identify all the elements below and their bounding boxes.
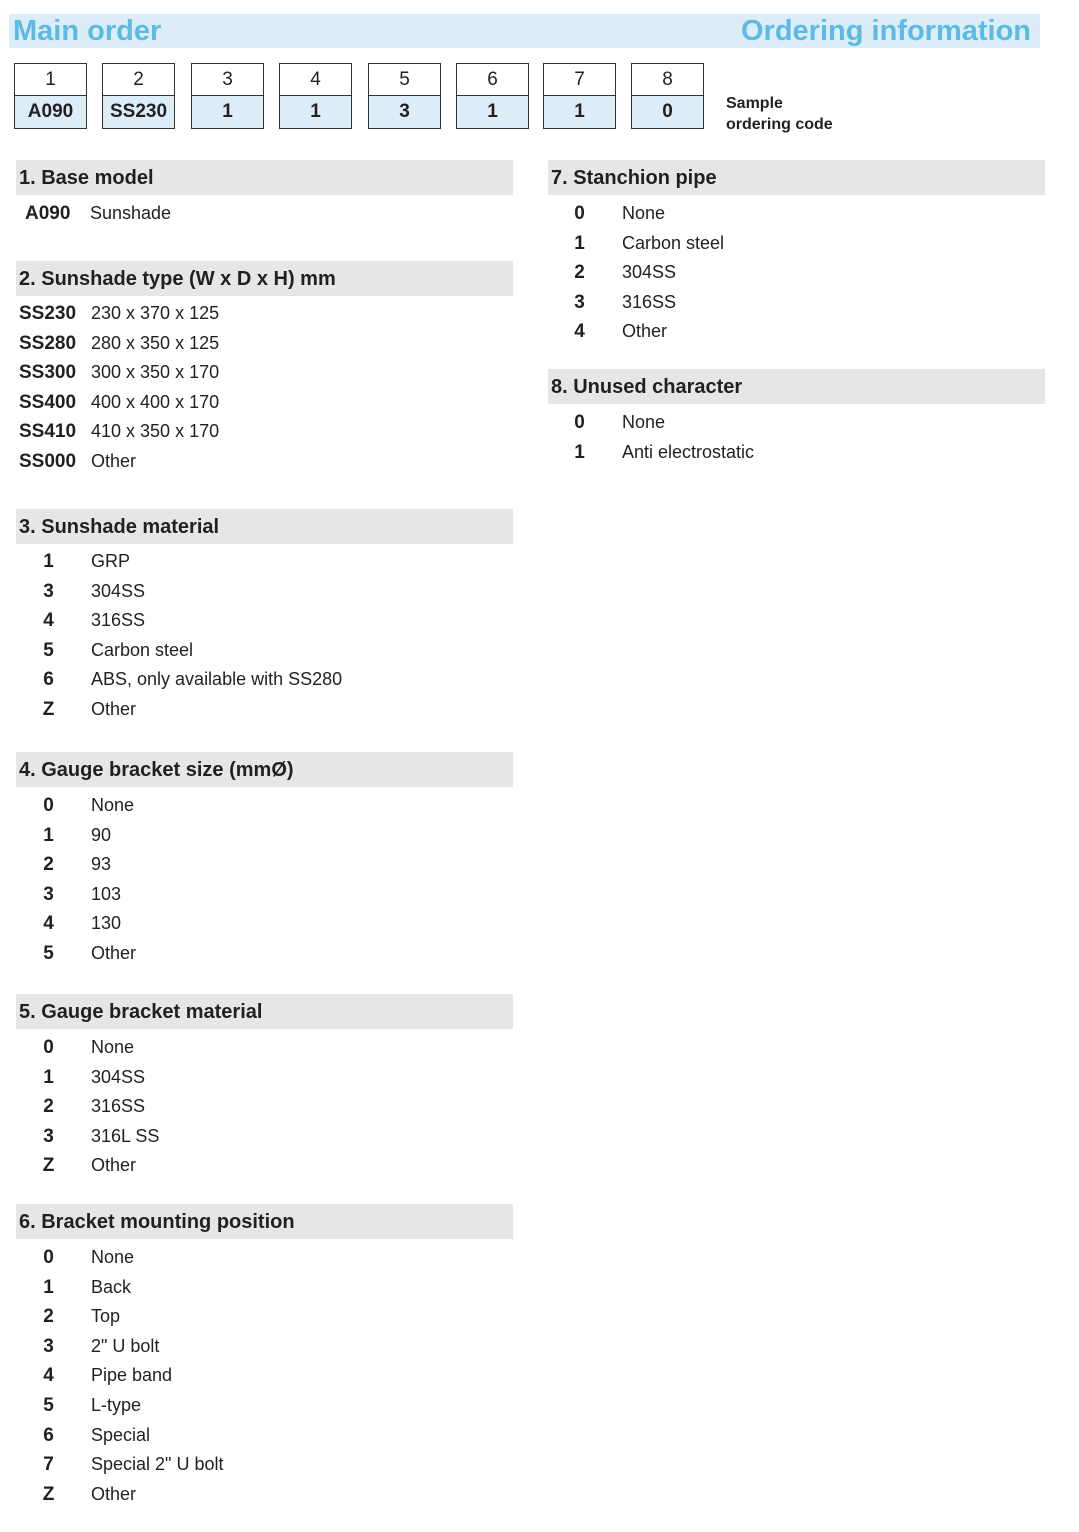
option-code: 3 [574, 291, 585, 313]
option-code: 1 [574, 232, 585, 254]
section-2-list [17, 299, 497, 477]
option-code: 4 [43, 610, 54, 632]
list-item [17, 939, 497, 969]
list-item [17, 1361, 497, 1391]
option-label: Carbon steel [91, 639, 194, 660]
section-1-header: 1. Base model [16, 160, 513, 195]
list-item [17, 821, 497, 851]
code-position-3 [191, 63, 264, 129]
option-code: 3 [43, 1335, 54, 1357]
code-position-number: 1 [14, 63, 87, 95]
code-position-6 [456, 63, 529, 129]
list-item [17, 1450, 497, 1480]
list-item [17, 388, 497, 418]
option-label: L-type [91, 1394, 142, 1415]
option-label: Other [91, 1483, 137, 1504]
option-code: 1 [574, 441, 585, 463]
code-position-number: 7 [543, 63, 616, 95]
option-label: 300 x 350 x 170 [91, 362, 220, 383]
option-label: 230 x 370 x 125 [91, 303, 220, 323]
option-code: 0 [43, 795, 54, 816]
section-3-header: 3. Sunshade material [16, 509, 513, 544]
section-6-list [17, 1243, 497, 1509]
option-label: 400 x 400 x 170 [91, 391, 220, 412]
code-position-7 [543, 63, 616, 129]
list-item [17, 1480, 497, 1510]
option-code: SS400 [19, 391, 77, 413]
list-item [17, 1122, 497, 1152]
list-item [17, 1302, 497, 1332]
list-item [17, 1092, 497, 1122]
option-code: SS410 [19, 421, 77, 443]
list-item [548, 199, 1028, 229]
option-label: Other [91, 698, 137, 719]
list-item [17, 636, 497, 666]
section-7-header: 7. Stanchion pipe [548, 160, 1045, 195]
option-label: 316SS [91, 1096, 146, 1117]
option-code: 3 [43, 1125, 54, 1147]
section-4-list [17, 791, 497, 969]
list-item [23, 199, 503, 229]
option-code: 6 [43, 1424, 54, 1446]
option-code: 1 [43, 551, 54, 572]
list-item [548, 408, 1028, 438]
option-label: 316L SS [91, 1125, 160, 1146]
code-position-8 [631, 63, 704, 129]
code-position-number: 2 [102, 63, 175, 95]
option-label: Other [91, 1155, 137, 1176]
option-code: 4 [574, 321, 585, 343]
code-position-5 [368, 63, 441, 129]
option-label: Top [91, 1306, 121, 1327]
option-label: Back [91, 1276, 132, 1297]
option-label: Sunshade [90, 203, 172, 223]
section-6-header: 6. Bracket mounting position [16, 1204, 513, 1239]
option-label: None [622, 203, 666, 223]
list-item [17, 447, 497, 477]
code-position-value: 1 [543, 95, 616, 129]
list-item [17, 665, 497, 695]
list-item [17, 299, 497, 329]
option-code: SS000 [19, 450, 77, 472]
option-label: 316SS [622, 291, 677, 312]
page-subtitle: Ordering information [741, 15, 1031, 47]
list-item [17, 1421, 497, 1451]
option-code: 0 [574, 412, 585, 433]
option-code: Z [42, 1483, 55, 1505]
option-label: Other [91, 450, 137, 471]
option-code: 6 [43, 669, 54, 691]
option-label: 316SS [91, 610, 146, 631]
option-code: 5 [43, 942, 54, 964]
option-label: 93 [91, 854, 112, 875]
section-8-list [548, 408, 1028, 467]
option-label: None [91, 1037, 135, 1057]
option-code: 5 [43, 1394, 54, 1416]
option-label: 304SS [622, 262, 677, 283]
option-label: 410 x 350 x 170 [91, 421, 220, 442]
code-position-number: 5 [368, 63, 441, 95]
option-label: 304SS [91, 580, 146, 601]
list-item [548, 438, 1028, 468]
code-position-value: A090 [14, 95, 87, 129]
list-item [17, 358, 497, 388]
option-code: Z [42, 1155, 55, 1177]
list-item [17, 1151, 497, 1181]
title-banner [9, 14, 1040, 48]
option-code: SS280 [19, 332, 77, 354]
option-code: 7 [43, 1454, 54, 1476]
list-item [548, 288, 1028, 318]
section-5-list [17, 1033, 497, 1181]
option-label: Pipe band [91, 1365, 173, 1386]
section-2-header: 2. Sunshade type (W x D x H) mm [16, 261, 513, 296]
code-position-value: 1 [456, 95, 529, 129]
list-item [17, 909, 497, 939]
list-item [17, 791, 497, 821]
list-item [17, 1391, 497, 1421]
list-item [17, 1243, 497, 1273]
option-code: 2 [43, 854, 54, 876]
list-item [17, 1063, 497, 1093]
section-3-list [17, 547, 497, 725]
option-code: 3 [43, 580, 54, 602]
sample-label-line1: Sample [726, 95, 783, 112]
code-position-value: 0 [631, 95, 704, 129]
option-code: 0 [43, 1247, 54, 1268]
list-item [17, 695, 497, 725]
option-label: 304SS [91, 1066, 146, 1087]
list-item [548, 317, 1028, 347]
list-item [17, 1273, 497, 1303]
option-label: Special [91, 1424, 151, 1445]
option-label: None [91, 1247, 135, 1267]
code-position-number: 8 [631, 63, 704, 95]
sample-label-line2: ordering code [726, 116, 833, 133]
page-title: Main order [13, 15, 162, 47]
option-label: Other [622, 321, 668, 342]
option-code: 1 [43, 1066, 54, 1088]
code-position-4 [279, 63, 352, 129]
option-code: 2 [43, 1306, 54, 1328]
list-item [17, 850, 497, 880]
code-position-value: SS230 [102, 95, 175, 129]
option-code: 2 [574, 262, 585, 284]
option-label: GRP [91, 551, 131, 571]
option-code: Z [42, 698, 55, 720]
option-label: ABS, only available with SS280 [91, 669, 343, 690]
option-label: Carbon steel [622, 232, 725, 253]
code-position-number: 4 [279, 63, 352, 95]
option-code: 3 [43, 883, 54, 905]
section-5-header: 5. Gauge bracket material [16, 994, 513, 1029]
option-code: 2 [43, 1096, 54, 1118]
list-item [17, 1033, 497, 1063]
list-item [17, 1332, 497, 1362]
code-position-1 [14, 63, 87, 129]
option-label: None [91, 795, 135, 815]
option-code: 4 [43, 1365, 54, 1387]
list-item [17, 329, 497, 359]
option-code: 0 [574, 203, 585, 224]
option-code: SS230 [19, 303, 77, 324]
option-code: A090 [25, 203, 71, 224]
option-code: 5 [43, 639, 54, 661]
option-label: 90 [91, 824, 112, 845]
list-item [548, 258, 1028, 288]
option-label: 2" U bolt [91, 1335, 160, 1356]
code-position-value: 1 [279, 95, 352, 129]
section-1-list [23, 199, 503, 229]
code-position-2 [102, 63, 175, 129]
sample-ordering-code-label [726, 93, 866, 135]
list-item [548, 229, 1028, 259]
section-8-header: 8. Unused character [548, 369, 1045, 404]
list-item [17, 880, 497, 910]
option-label: 103 [91, 883, 122, 904]
option-label: Anti electrostatic [622, 441, 755, 462]
option-label: None [622, 412, 666, 432]
option-label: 280 x 350 x 125 [91, 332, 220, 353]
option-code: 1 [43, 824, 54, 846]
option-label: Special 2" U bolt [91, 1454, 224, 1475]
list-item [17, 417, 497, 447]
list-item [17, 577, 497, 607]
option-label: Other [91, 942, 137, 963]
option-code: 1 [43, 1276, 54, 1298]
list-item [17, 547, 497, 577]
code-position-value: 3 [368, 95, 441, 129]
list-item [17, 606, 497, 636]
code-position-number: 3 [191, 63, 264, 95]
code-position-value: 1 [191, 95, 264, 129]
option-label: 130 [91, 913, 122, 934]
option-code: 4 [43, 913, 54, 935]
option-code: SS300 [19, 362, 77, 384]
option-code: 0 [43, 1037, 54, 1058]
section-7-list [548, 199, 1028, 347]
section-4-header: 4. Gauge bracket size (mmØ) [16, 752, 513, 787]
code-position-number: 6 [456, 63, 529, 95]
